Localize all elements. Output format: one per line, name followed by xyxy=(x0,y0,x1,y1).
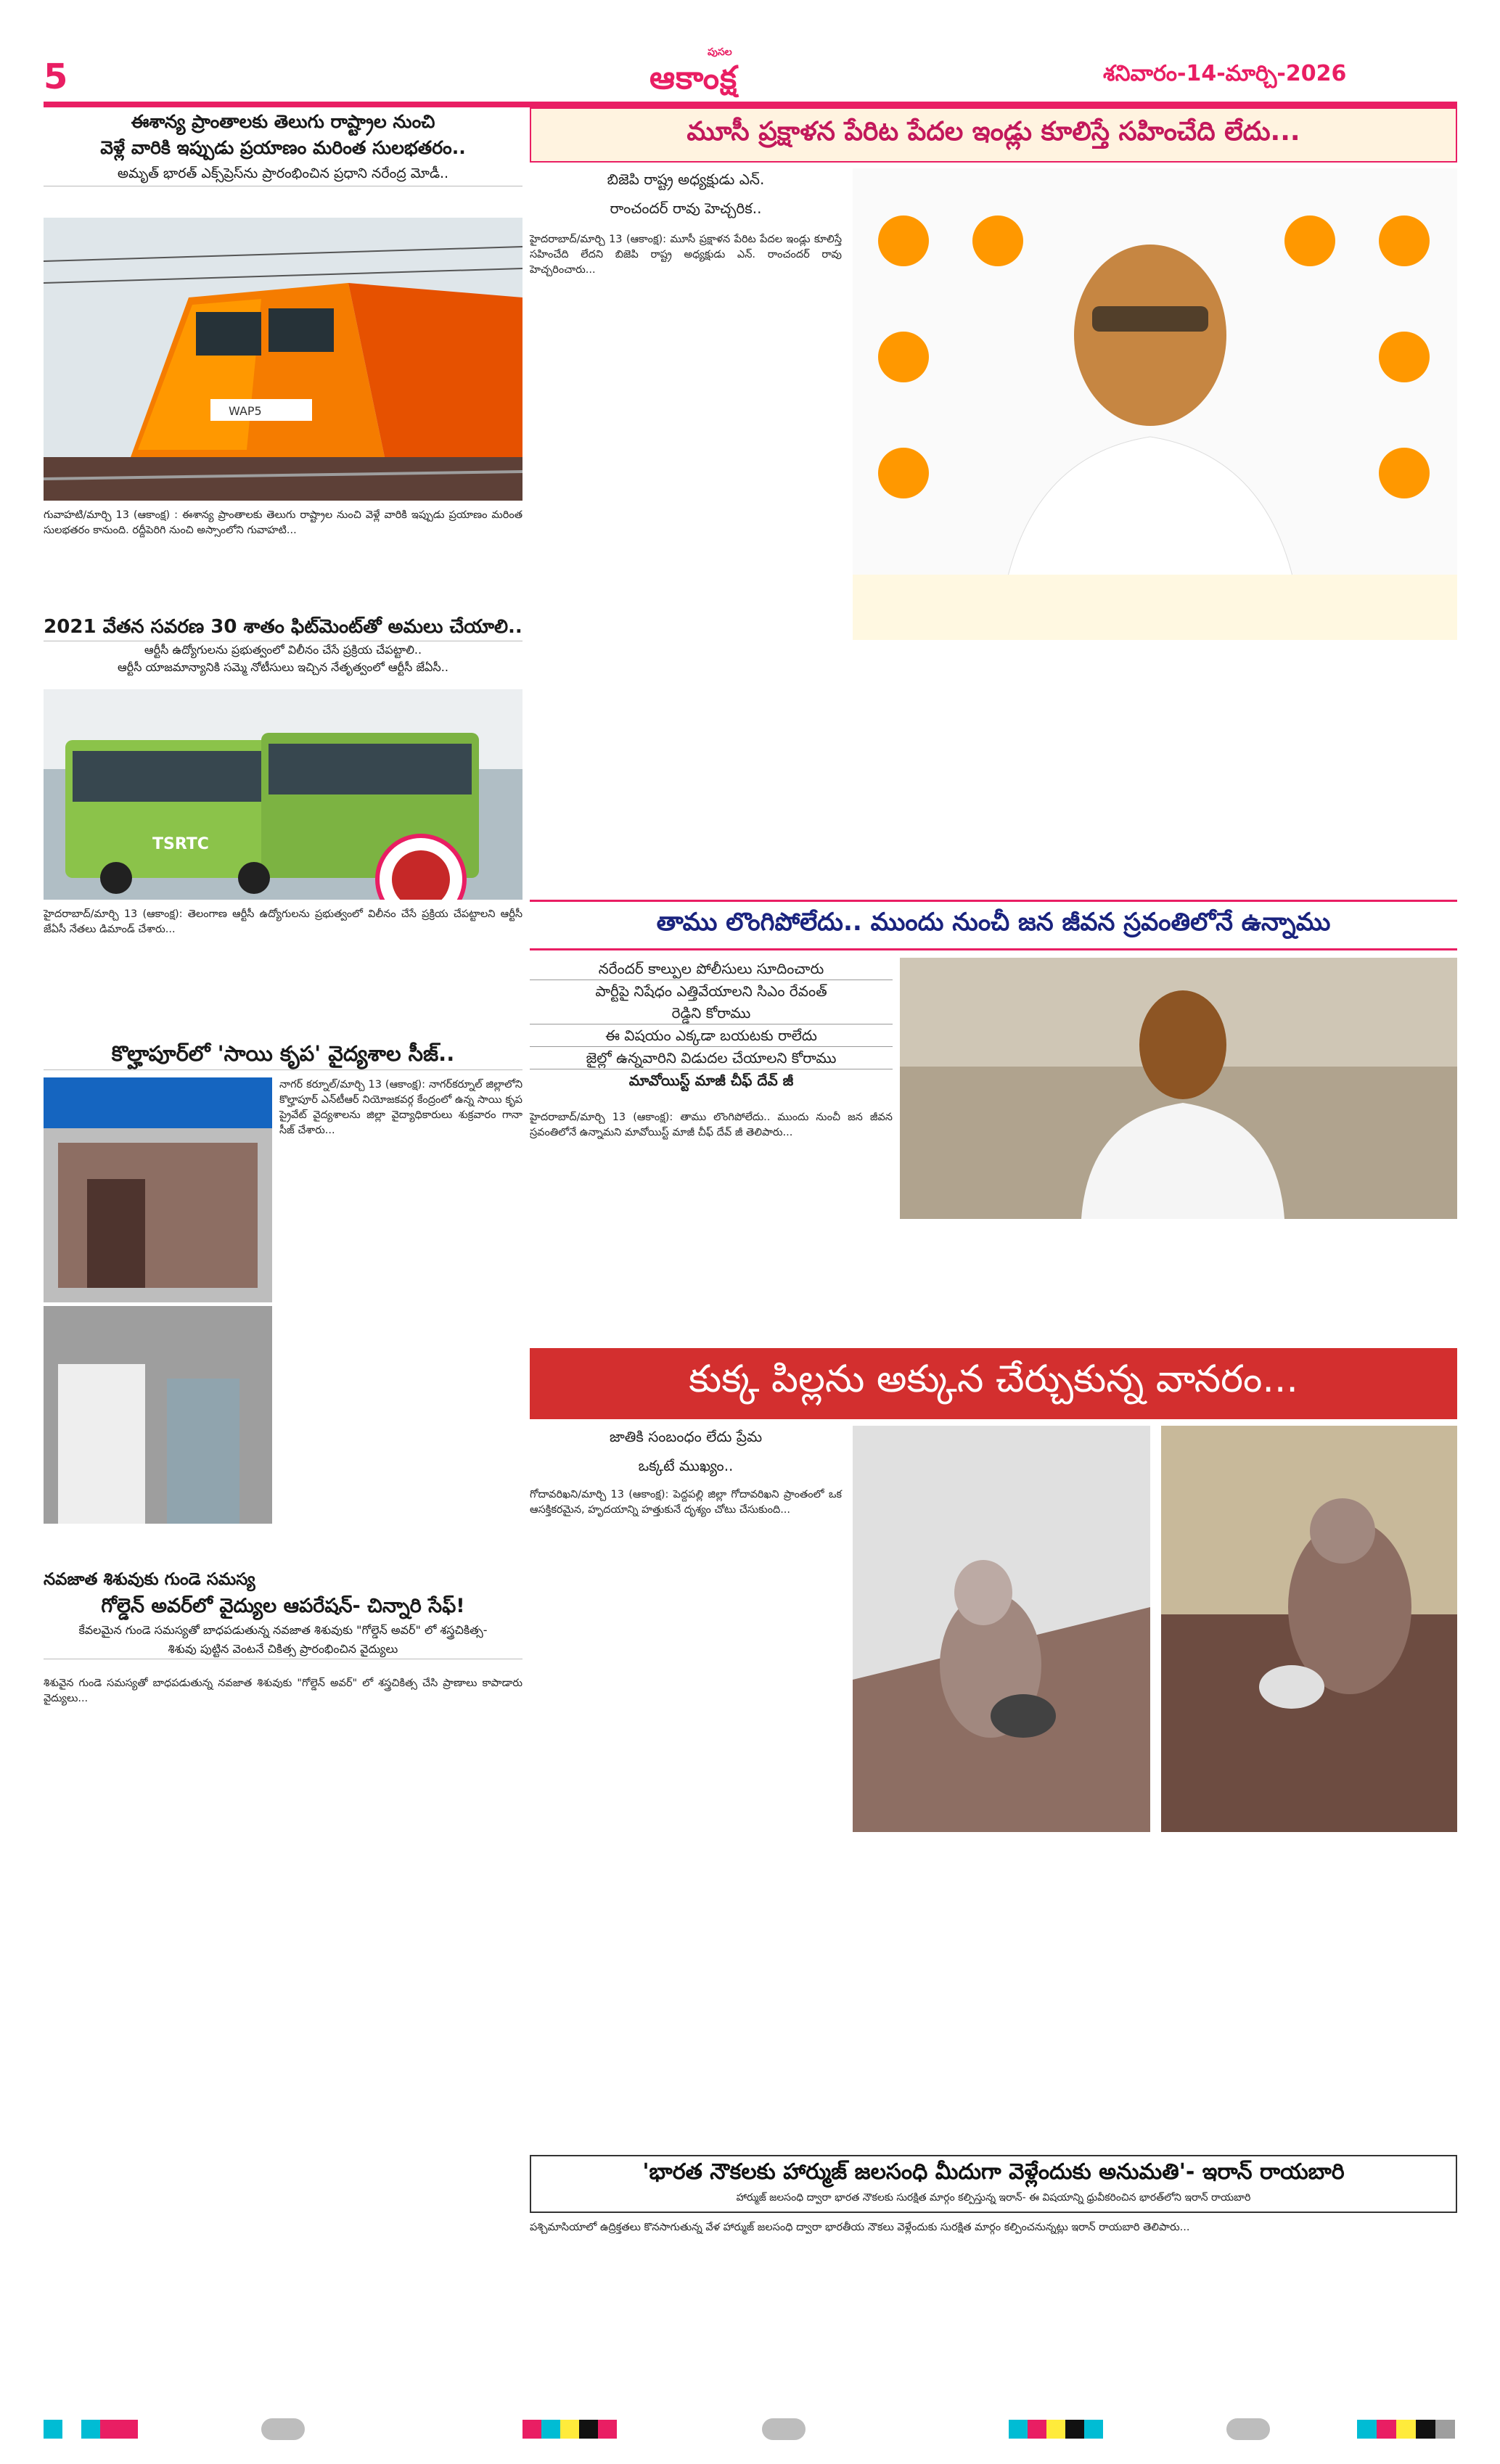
loco-number: WAP5 xyxy=(229,404,262,418)
hospital-photo-1 xyxy=(44,1077,272,1302)
issue-date: శనివారం-14-మార్చి-2026 xyxy=(1103,61,1347,86)
maoist-body-continued xyxy=(900,1226,1176,1342)
train-photo xyxy=(44,218,522,501)
maoist-body-continued-2 xyxy=(1183,1226,1457,1342)
hospital-body: నాగర్ కర్నూల్/మార్చి 13 (ఆకాంక్ష): నాగర్‌కర్నూల్ జిల్లాలోని కొల్హాపూర్ ఎన్‌టీఆర్ నియోజకవర్గ కేంద్రంలో ఉన్న సాయి కృప ప్రైవేట్ వైద్యశాలను జిల్లా వైద్యాధికారులు శుక్రవారం గానా సీజ్ చేశారు... xyxy=(279,1079,522,1136)
maoist-banner xyxy=(530,900,1457,950)
maoist-subhead-3: రెడ్డిని కోరాము xyxy=(530,1002,893,1024)
musi-banner-text: మూసీ ప్రక్షాళన పేరిట పేదల ఇండ్లు కూలిస్తే సహించేది లేదు... xyxy=(687,117,1300,147)
salary-subhead-2: ఆర్టీసీ యాజమాన్యానికి సమ్మె నోటీసులు ఇచ్చిన నేతృత్వంలో ఆర్టీసీ జేఏసీ.. xyxy=(118,660,448,674)
maoist-subhead-2: పార్టీపై నిషేధం ఎత్తివేయాలని సిఎం రేవంత్ xyxy=(595,982,827,1000)
musi-subhead-1: బిజెపి రాష్ట్ర అధ్యక్షుడు ఎన్. xyxy=(607,171,765,188)
salary-body: హైదరాబాద్/మార్చి 13 (ఆకాంక్ష): తెలంగాణ ఆర్టీసీ ఉద్యోగులను ప్రభుత్వంలో విలీనం చేసే ప్రక్రియ చేపట్టాలని ఆర్టీసీ జేఏసీ నేతలు డిమాండ్ చేశారు... xyxy=(44,908,522,935)
page-number: 5 xyxy=(44,57,68,97)
logo-small-text: పుసల xyxy=(708,46,732,58)
maoist-photo xyxy=(900,958,1457,1219)
registration-dot-2 xyxy=(762,2418,806,2440)
monkey-photo-1 xyxy=(853,1426,1150,1832)
monkey-body: గోదావరిఖని/మార్చి 13 (ఆకాంక్ష): పెద్దపల్లి జిల్లా గోదావరిఖని ప్రాంతంలో ఒక ఆసక్తికరమైన, హృదయాన్ని హత్తుకునే దృశ్యం చోటు చేసుకుంది... xyxy=(530,1489,842,1516)
registration-mark-3 xyxy=(1009,2420,1103,2439)
monkey-body-continued-2 xyxy=(1161,1843,1457,2133)
maoist-body: హైదరాబాద్/మార్చి 13 (ఆకాంక్ష): తాము లొంగిపోలేదు.. ముందు నుంచీ జన జీవన స్రవంతిలోనే ఉన్నామని మావోయిస్ట్ మాజీ చీఫ్ దేవ్ జీ తెలిపారు... xyxy=(530,1112,893,1138)
maoist-subhead-6: మావోయిస్ట్ మాజీ చీఫ్ దేవ్ జీ xyxy=(628,1072,794,1089)
registration-dot-3 xyxy=(1226,2418,1270,2440)
newspaper-logo xyxy=(649,46,802,100)
train-headline-2: వెళ్లే వారికి ఇప్పుడు ప్రయాణం మరింత సులభతరం.. xyxy=(100,137,466,158)
maoist-banner-text: తాము లొంగిపోలేదు.. ముందు నుంచీ జన జీవన స్రవంతిలోనే ఉన్నాము xyxy=(656,908,1331,937)
musi-body: హైదరాబాద్/మార్చి 13 (ఆకాంక్ష): మూసీ ప్రక్షాళన పేరిట పేదల ఇండ్లు కూలిస్తే సహించేది లేదని బిజెపి రాష్ట్ర అధ్యక్షుడు ఎన్. రాంచందర్ రావు హెచ్చరించారు... xyxy=(530,234,842,276)
logo-main-text: ఆకాంక్ష xyxy=(649,59,738,96)
monkey-photo-2 xyxy=(1161,1426,1457,1832)
bus-label: TSRTC xyxy=(152,835,209,853)
masthead-rule xyxy=(44,102,1457,107)
infant-subhead-1: కేవలమైన గుండె సమస్యతో బాధపడుతున్న నవజాత శిశువుకు "గోల్డెన్ అవర్" లో శస్త్రచికిత్స- xyxy=(78,1623,488,1637)
registration-mark-1 xyxy=(44,2420,138,2439)
maoist-subhead-1: నరేందర్ కాల్పుల పోలీసులు సూదించారు xyxy=(530,958,893,980)
musi-photo xyxy=(853,168,1457,640)
musi-body-continued-2 xyxy=(1161,649,1457,889)
infant-body: శిశువైన గుండె సమస్యతో బాధపడుతున్న నవజాత శిశువుకు "గోల్డెన్ అవర్" లో శస్త్రచికిత్స చేసి ప్రాణాలు కాపాడారు వైద్యులు... xyxy=(44,1677,522,1704)
iran-subhead: హార్ముజ్ జలసంధి ద్వారా భారత నౌకలకు సురక్షిత మార్గం కల్పిస్తున్న ఇరాన్- ఈ విషయాన్ని ధ్రువీకరించిన భారత్‌లోని ఇరాన్ రాయబారి xyxy=(736,2192,1251,2204)
maoist-subhead-5: జైల్లో ఉన్నవారిని విడుదల చేయాలని కోరాము xyxy=(530,1047,893,1069)
hospital-photo-2 xyxy=(44,1306,272,1524)
maoist-subhead-4: ఈ విషయం ఎక్కడా బయటకు రాలేదు xyxy=(530,1024,893,1047)
monkey-banner-text: కుక్క పిల్లను అక్కున చేర్చుకున్న వానరం... xyxy=(689,1357,1298,1401)
musi-body-continued xyxy=(853,649,1150,889)
hospital-headline: కొల్హాపూర్‌లో 'సాయి కృప' వైద్యశాల సీజ్.. xyxy=(44,1038,522,1070)
maoist-subheads xyxy=(530,958,893,1091)
monkey-subhead-2: ఒక్కటే ముఖ్యం.. xyxy=(638,1457,734,1474)
registration-mark-4 xyxy=(1357,2420,1455,2439)
train-illustration xyxy=(44,218,522,501)
musi-subhead-2: రాంచందర్ రావు హెచ్చరిక.. xyxy=(610,200,762,217)
salary-story xyxy=(44,613,522,676)
train-body: గువాహటి/మార్చి 13 (ఆకాంక్ష) : ఈశాన్య ప్రాంతాలకు తెలుగు రాష్ట్రాల నుంచి వెళ్లే వారికి ఇప్పుడు ప్రయాణం మరింత సులభతరం కానుంది. రద్దీపెరిగి నుంచి అస్సాంలోని గువాహటి... xyxy=(44,509,522,536)
infant-subhead-2: శిశువు పుట్టిన వెంటనే చికిత్స ప్రారంభించిన వైద్యులు xyxy=(44,1640,522,1659)
salary-subhead-1: ఆర్టీసీ ఉద్యోగులను ప్రభుత్వంలో విలీనం చేసే ప్రక్రియ చేపట్టాలి.. xyxy=(44,641,522,659)
train-subhead: అమృత్ భారత్ ఎక్స్‌ప్రెస్‌ను ప్రారంభించిన ప్రధాని నరేంద్ర మోడీ.. xyxy=(44,161,522,186)
bus-photo xyxy=(44,689,522,900)
musi-banner xyxy=(530,107,1457,163)
infant-headline: గోల్డెన్ అవర్‌లో వైద్యుల ఆపరేషన్- చిన్నారి సేఫ్! xyxy=(101,1595,465,1617)
salary-headline: 2021 వేతన సవరణ 30 శాతం ఫిట్‌మెంట్‌తో అమలు చేయాలి.. xyxy=(44,616,522,638)
registration-mark-2 xyxy=(522,2420,617,2439)
infant-kicker: నవజాత శిశువుకు గుండె సమస్య xyxy=(44,1570,255,1589)
train-headline-1: ఈశాన్య ప్రాంతాలకు తెలుగు రాష్ట్రాల నుంచి xyxy=(131,111,435,132)
iran-headline-box xyxy=(530,2155,1457,2213)
monkey-body-continued xyxy=(853,1843,1150,2133)
infant-story xyxy=(44,1567,522,1659)
monkey-banner xyxy=(530,1348,1457,1419)
train-story xyxy=(44,109,522,186)
monkey-subhead-1: జాతికి సంబంధం లేదు ప్రేమ xyxy=(609,1428,763,1445)
registration-dot-1 xyxy=(261,2418,305,2440)
iran-body: పశ్చిమాసియాలో ఉద్రిక్తతలు కొనసాగుతున్న వేళ హార్ముజ్ జలసంధి ద్వారా భారతీయ నౌకలు వెళ్లేందుకు సురక్షిత మార్గం కల్పించనున్నట్లు ఇరాన్ రాయబారి తెలిపారు... xyxy=(530,2222,1190,2233)
iran-headline: 'భారత నౌకలకు హార్ముజ్ జలసంధి మీదుగా వెళ్లేందుకు అనుమతి'- ఇరాన్ రాయబారి xyxy=(642,2159,1345,2185)
